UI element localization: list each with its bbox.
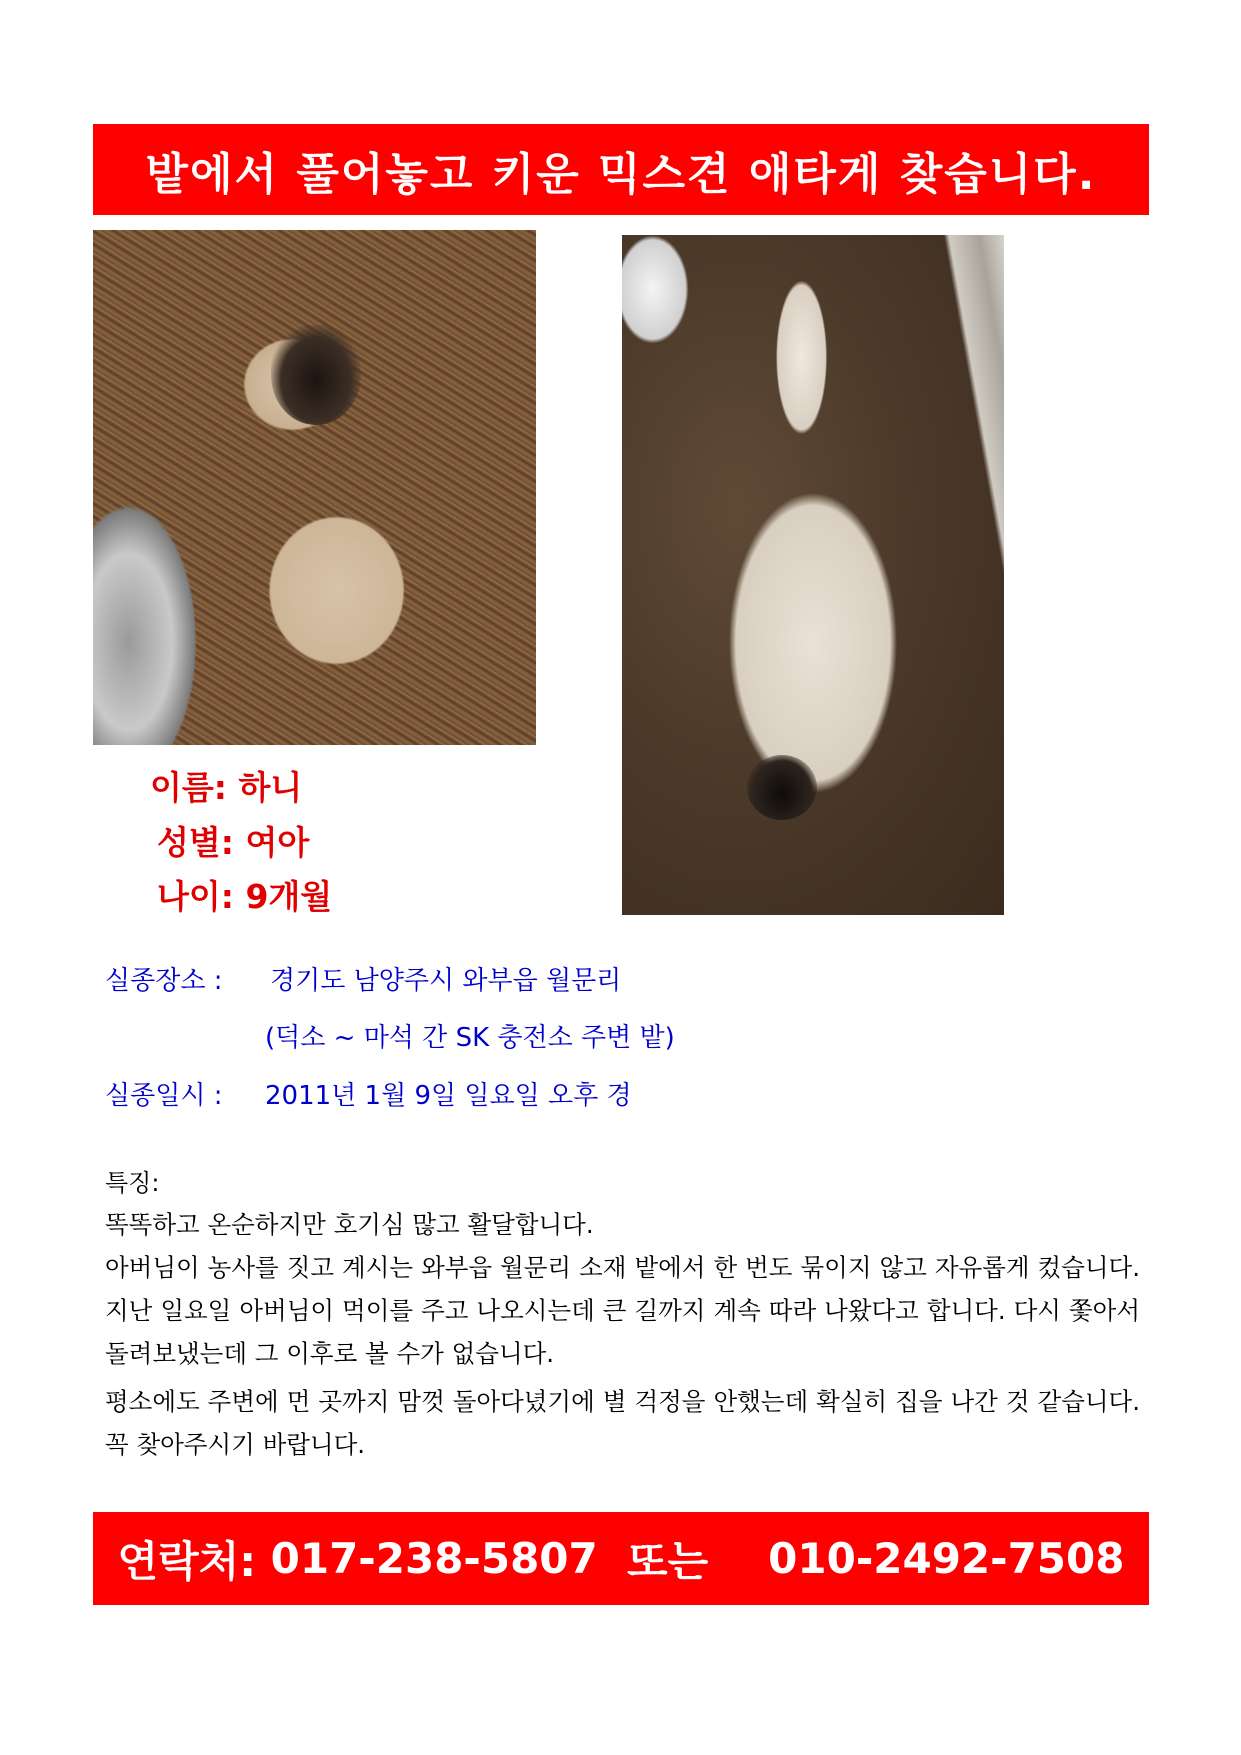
dog-muzzle [747, 755, 817, 820]
title-banner [93, 124, 1149, 215]
features-line: 아버님이 농사를 짓고 계시는 와부읍 월문리 소재 밭에서 한 번도 묶이지 않고 자유롭게 컸습니다. 지난 일요일 아버님이 먹이를 주고 나오시는데 큰 길까지 계속 따라 나왔다고 합니다. 다시 쫓아서 돌려보냈는데 그 이후로 볼 수가 없습니다. [105, 1253, 1140, 1368]
missing-location-value: 경기도 남양주시 와부읍 월문리 [270, 966, 622, 996]
contact-separator: 또는 [627, 1536, 709, 1586]
features-heading: 특징: [105, 1169, 160, 1197]
missing-date-value: 2011년 1월 9일 일요일 오후 경 [265, 1081, 632, 1111]
missing-date [105, 1075, 632, 1112]
contact-phone-2: 010-2492-7508 [768, 1534, 1125, 1583]
dog-from-above-photo [622, 235, 1004, 915]
features-line: 똑똑하고 온순하지만 호기심 많고 활달합니다. [105, 1210, 594, 1239]
missing-location [105, 960, 621, 997]
dog-age: 나이: 9개월 [157, 877, 333, 916]
missing-location-detail: (덕소 ~ 마석 간 SK 충전소 주변 밭) [265, 1023, 675, 1053]
features-body [105, 1203, 1140, 1466]
dog-face [271, 325, 361, 425]
contact-phone-1: 017-238-5807 [270, 1534, 598, 1583]
features-line: 평소에도 주변에 먼 곳까지 맘껏 돌아다녔기에 별 걱정을 안했는데 확실히 집을 나간 것 같습니다. 꼭 찾아주시기 바랍니다. [105, 1387, 1140, 1459]
page-title: 밭에서 풀어놓고 키운 믹스견 애타게 찾습니다. [145, 148, 1097, 200]
dog-gender: 성별: 여아 [157, 823, 310, 862]
sitting-dog-photo [93, 230, 536, 745]
contact-label: 연락처: [117, 1536, 257, 1586]
missing-location-label: 실종장소 : [105, 966, 223, 996]
missing-date-label: 실종일시 : [105, 1081, 223, 1111]
dog-name: 이름: 하니 [150, 768, 303, 807]
contact-banner [93, 1512, 1149, 1605]
